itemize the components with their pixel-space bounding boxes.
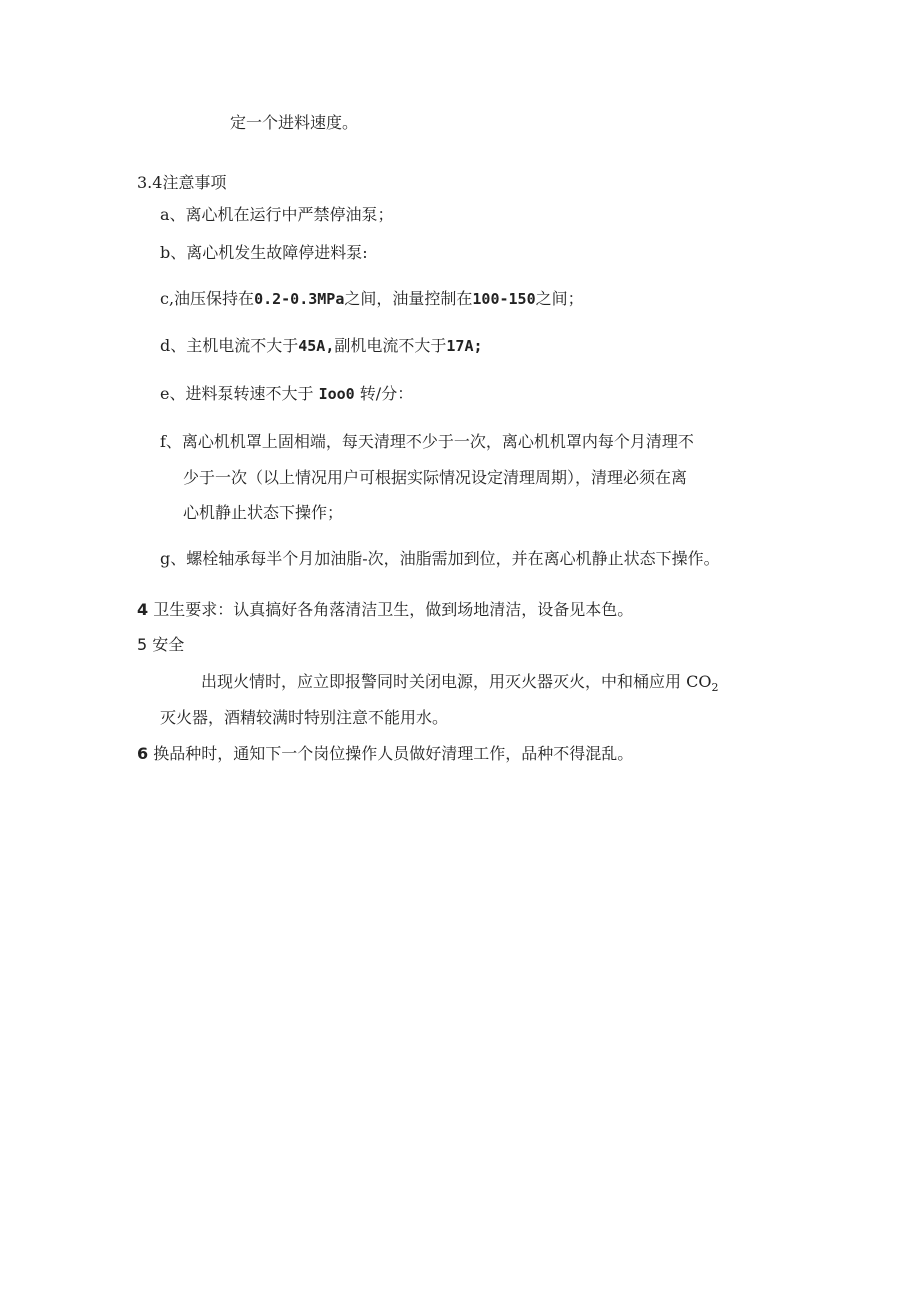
item-d-middle: 副机电流不大于	[334, 336, 447, 355]
item-c-middle: 之间，油量控制在	[344, 289, 473, 308]
section-4-number: 4	[137, 600, 149, 619]
section-5-line-2	[160, 707, 448, 729]
section-4	[137, 599, 633, 621]
section-5-number: 5	[137, 635, 148, 654]
item-f-line-3	[183, 502, 343, 524]
item-e-prefix: e、进料泵转速不大于	[160, 384, 314, 403]
continuation-line	[230, 112, 358, 134]
item-c-range: 100-150	[472, 290, 536, 308]
section-3-4-title	[137, 172, 226, 194]
section-6-number: 6	[137, 744, 149, 763]
item-c-suffix: 之间；	[535, 289, 584, 308]
item-d-sub-current: 17A;	[446, 337, 483, 355]
continuation-text: 定一个进料速度。	[230, 113, 359, 132]
section-5-line-1	[201, 671, 718, 699]
co2-subscript: 2	[711, 681, 719, 694]
section-5-title-text: 安全	[152, 635, 185, 654]
item-e	[160, 383, 413, 405]
item-a-text: a、离心机在运行中严禁停油泵；	[160, 205, 394, 224]
item-f-line-3-text: 心机静止状态下操作；	[183, 503, 344, 522]
section-3-4-title-text: 3.4注意事项	[137, 173, 227, 192]
item-b	[160, 242, 368, 264]
section-5-line-2-text: 灭火器，酒精较满时特别注意不能用水。	[160, 708, 449, 727]
item-b-text: b、离心机发生故障停进料泵:	[160, 243, 368, 262]
item-d	[160, 335, 483, 357]
section-4-text: 认真搞好各角落清洁卫生，做到场地清洁，设备见本色。	[233, 600, 634, 619]
item-d-prefix: d、主机电流不大于	[160, 336, 299, 355]
item-f-line-2	[183, 467, 687, 489]
item-c-prefix: c,油压保持在	[160, 289, 255, 308]
item-a	[160, 204, 394, 226]
item-f-line-2-text: 少于一次（以上情况用户可根据实际情况设定清理周期），清理必须在离	[183, 468, 688, 487]
item-e-speed: Ioo0	[318, 385, 355, 403]
item-g	[160, 548, 720, 570]
item-f-line-1-text: f、离心机机罩上固相端，每天清理不少于一次，离心机机罩内每个月清理不	[160, 432, 694, 451]
section-6	[137, 743, 633, 765]
section-5-title	[137, 634, 184, 656]
co2-text: CO	[686, 672, 712, 691]
item-g-text: g、螺栓轴承每半个月加油脂-次，油脂需加到位，并在离心机静止状态下操作。	[160, 549, 720, 568]
item-e-suffix: 转/分：	[359, 384, 414, 403]
item-f-line-1	[160, 431, 694, 453]
section-6-text: 换品种时，通知下一个岗位操作人员做好清理工作，品种不得混乱。	[153, 744, 634, 763]
item-c	[160, 288, 584, 310]
item-d-main-current: 45A,	[298, 337, 335, 355]
item-c-pressure: 0.2-0.3MPa	[254, 290, 345, 308]
section-4-title: 卫生要求：	[153, 600, 234, 619]
section-5-line-1-text: 出现火情时，应立即报警同时关闭电源，用灭火器灭火，中和桶应用	[201, 672, 682, 691]
